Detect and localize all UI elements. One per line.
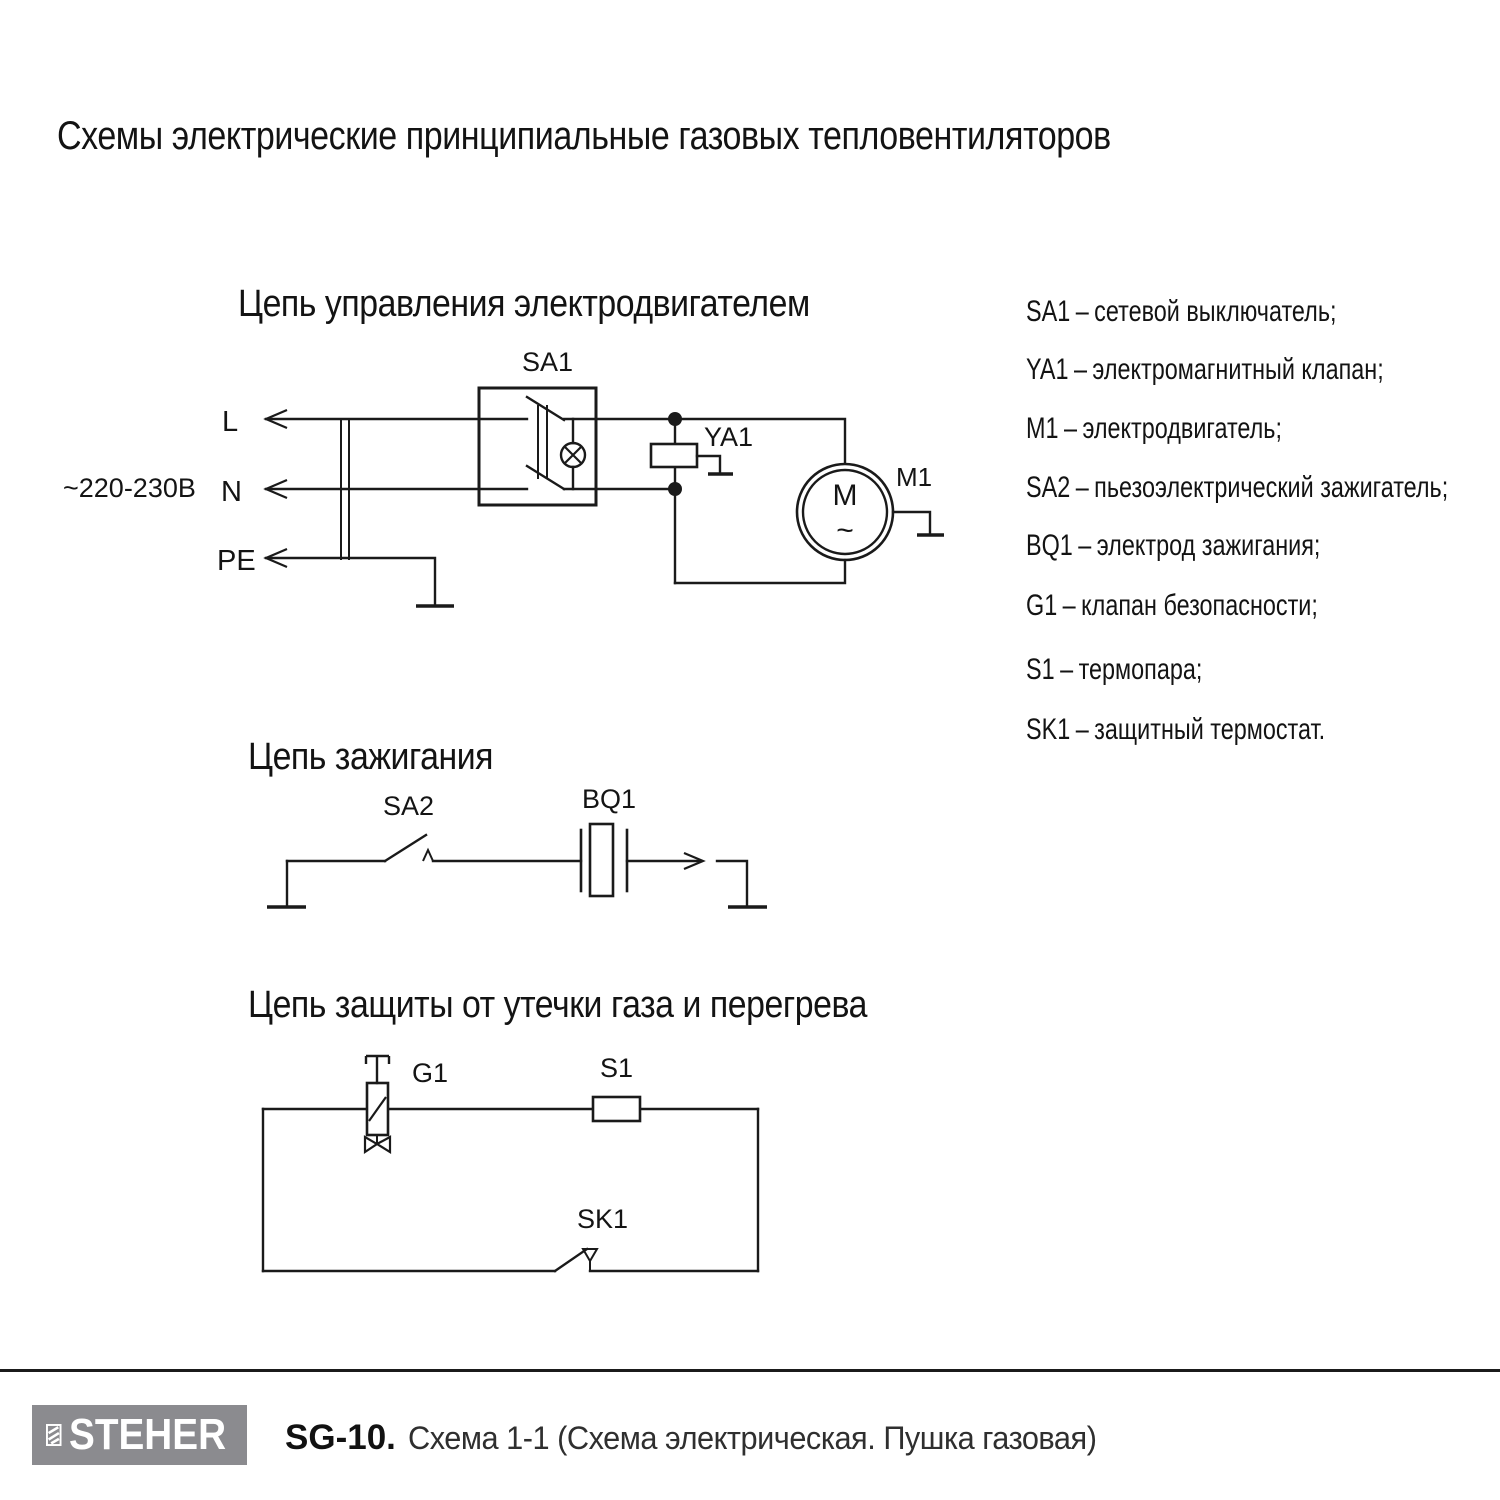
ya1-coil	[651, 444, 697, 467]
legend-dash: –	[1078, 529, 1092, 562]
footer-model: SG-10.	[285, 1418, 396, 1457]
s1-body	[593, 1097, 640, 1121]
sk1-contact-icon	[583, 1249, 597, 1261]
brand-logo	[32, 1405, 247, 1465]
motor-control-title: Цепь управления электродвигателем	[238, 283, 810, 325]
ignition-circuit	[267, 784, 767, 907]
footer-caption: Схема 1-1 (Схема электрическая. Пушка газовая)	[407, 1420, 1097, 1456]
legend-term: SK1	[1026, 713, 1071, 746]
lamp-cross-icon	[565, 447, 582, 464]
page-title-text: Схемы электрические принципиальные газовых тепловентиляторов	[57, 114, 1111, 158]
legend-dash: –	[1063, 412, 1077, 445]
m1-label: M1	[896, 462, 933, 492]
legend-dash: –	[1060, 653, 1074, 686]
legend-term: SA1	[1026, 295, 1071, 328]
brand-mark-icon	[46, 1418, 62, 1452]
wire-bottom-to-motor	[675, 560, 845, 583]
s1-label: S1	[600, 1053, 634, 1083]
g1-label: G1	[412, 1058, 449, 1088]
legend-desc: клапан безопасности;	[1081, 589, 1318, 622]
legend-dash: –	[1062, 589, 1076, 622]
wire-pe	[266, 558, 435, 604]
ya1-ground-lead	[697, 456, 720, 472]
sk1-blade	[555, 1249, 587, 1271]
legend-desc: электромагнитный клапан;	[1092, 353, 1384, 386]
legend-desc: электрод зажигания;	[1096, 529, 1321, 562]
sk1-label: SK1	[577, 1204, 629, 1234]
motor-m-symbol: M	[832, 479, 858, 512]
sa2-blade	[385, 835, 426, 861]
bq1-body	[590, 824, 613, 896]
sa1-label: SA1	[522, 347, 574, 377]
sa2-contact-icon	[423, 850, 433, 861]
sa2-label: SA2	[383, 791, 435, 821]
protection-circuit	[263, 1053, 758, 1271]
sa1-pole1-blade	[527, 397, 564, 420]
legend-term: G1	[1026, 589, 1058, 622]
brand-name: STEHER	[68, 1410, 226, 1459]
bq1-label: BQ1	[582, 784, 637, 814]
right-terminal-lead	[717, 861, 747, 905]
legend-term: SA2	[1026, 471, 1071, 504]
ya1-label: YA1	[704, 422, 754, 452]
motor-ground-lead	[893, 512, 930, 533]
motor-control-circuit	[63, 347, 944, 606]
footer-caption-line	[285, 1418, 1125, 1458]
legend-desc: пьезоэлектрический зажигатель;	[1094, 471, 1449, 504]
voltage-label: ~220-230В	[63, 473, 196, 503]
legend-term: YA1	[1026, 353, 1069, 386]
legend-dash: –	[1075, 295, 1089, 328]
terminal-l-label: L	[222, 406, 239, 438]
sa1-coupling	[538, 406, 547, 478]
terminal-pe-label: PE	[217, 545, 256, 577]
motor-ac-symbol: ~	[836, 514, 854, 547]
terminal-n-label: N	[221, 476, 242, 508]
legend-term: S1	[1026, 653, 1055, 686]
sa1-pole2-blade	[527, 466, 564, 489]
legend-dash: –	[1075, 713, 1089, 746]
legend-desc: электродвигатель;	[1082, 412, 1282, 445]
legend-dash: –	[1075, 471, 1089, 504]
protection-title: Цепь защиты от утечки газа и перегрева	[248, 984, 867, 1026]
legend-term: BQ1	[1026, 529, 1073, 562]
legend-desc: сетевой выключатель;	[1094, 295, 1337, 328]
footer-divider	[0, 1369, 1500, 1372]
legend-dash: –	[1073, 353, 1087, 386]
legend-desc: защитный термостат.	[1094, 713, 1326, 746]
legend-desc: термопара;	[1078, 653, 1203, 686]
legend-term: M1	[1026, 412, 1059, 445]
ignition-title: Цепь зажигания	[248, 736, 494, 778]
